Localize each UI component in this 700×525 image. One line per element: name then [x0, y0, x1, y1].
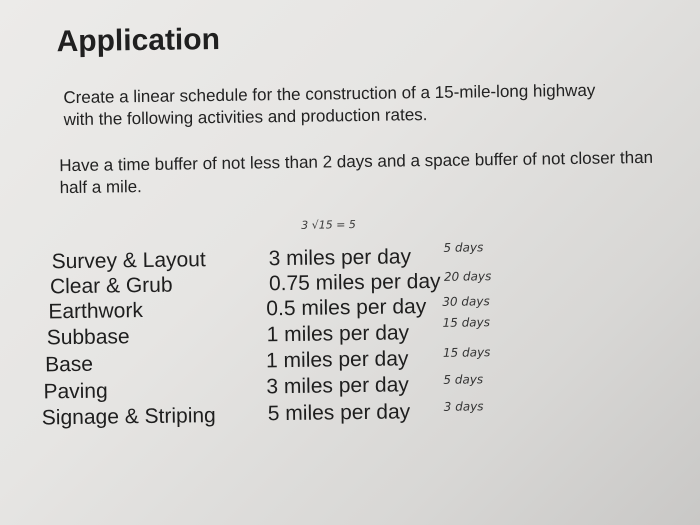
activity-rate: 5 miles per day — [267, 400, 411, 426]
activity-name: Base — [44, 352, 94, 377]
activity-note: 15 days — [442, 345, 491, 360]
activity-rate: 0.75 miles per day — [268, 269, 441, 296]
instructions-paragraph: Create a linear schedule for the construction of a 15-mile-long highway with the following activities and production rates. — [63, 80, 596, 130]
activity-name: Earthwork — [48, 299, 144, 324]
top-note — [555, 0, 611, 1]
activity-note: 3 days — [443, 399, 484, 414]
activity-note: 15 days — [442, 315, 491, 330]
activity-note: 30 days — [442, 294, 490, 309]
activity-name: Survey & Layout — [51, 248, 206, 274]
activity-name: Subbase — [46, 325, 130, 350]
activity-name: Paving — [43, 379, 108, 404]
activity-note: 5 days — [443, 372, 484, 387]
activity-note: 5 days — [443, 240, 484, 255]
activity-rate: 1 miles per day — [265, 347, 409, 373]
page-title: Application — [56, 22, 221, 59]
activity-rate: 3 miles per day — [266, 373, 409, 399]
activity-rate: 3 miles per day — [268, 245, 412, 271]
activity-name: Signage & Striping — [41, 404, 216, 430]
activity-note: 20 days — [443, 269, 492, 284]
activity-rate: 0.5 miles per day — [266, 295, 427, 321]
buffer-paragraph: Have a time buffer of not less than 2 days and a space buffer of not closer than half a mile. — [59, 147, 654, 198]
handwritten-calculation: 3 √15 = 5 — [301, 218, 356, 232]
activity-rate: 1 miles per day — [266, 321, 410, 347]
activity-name: Clear & Grub — [49, 273, 173, 299]
